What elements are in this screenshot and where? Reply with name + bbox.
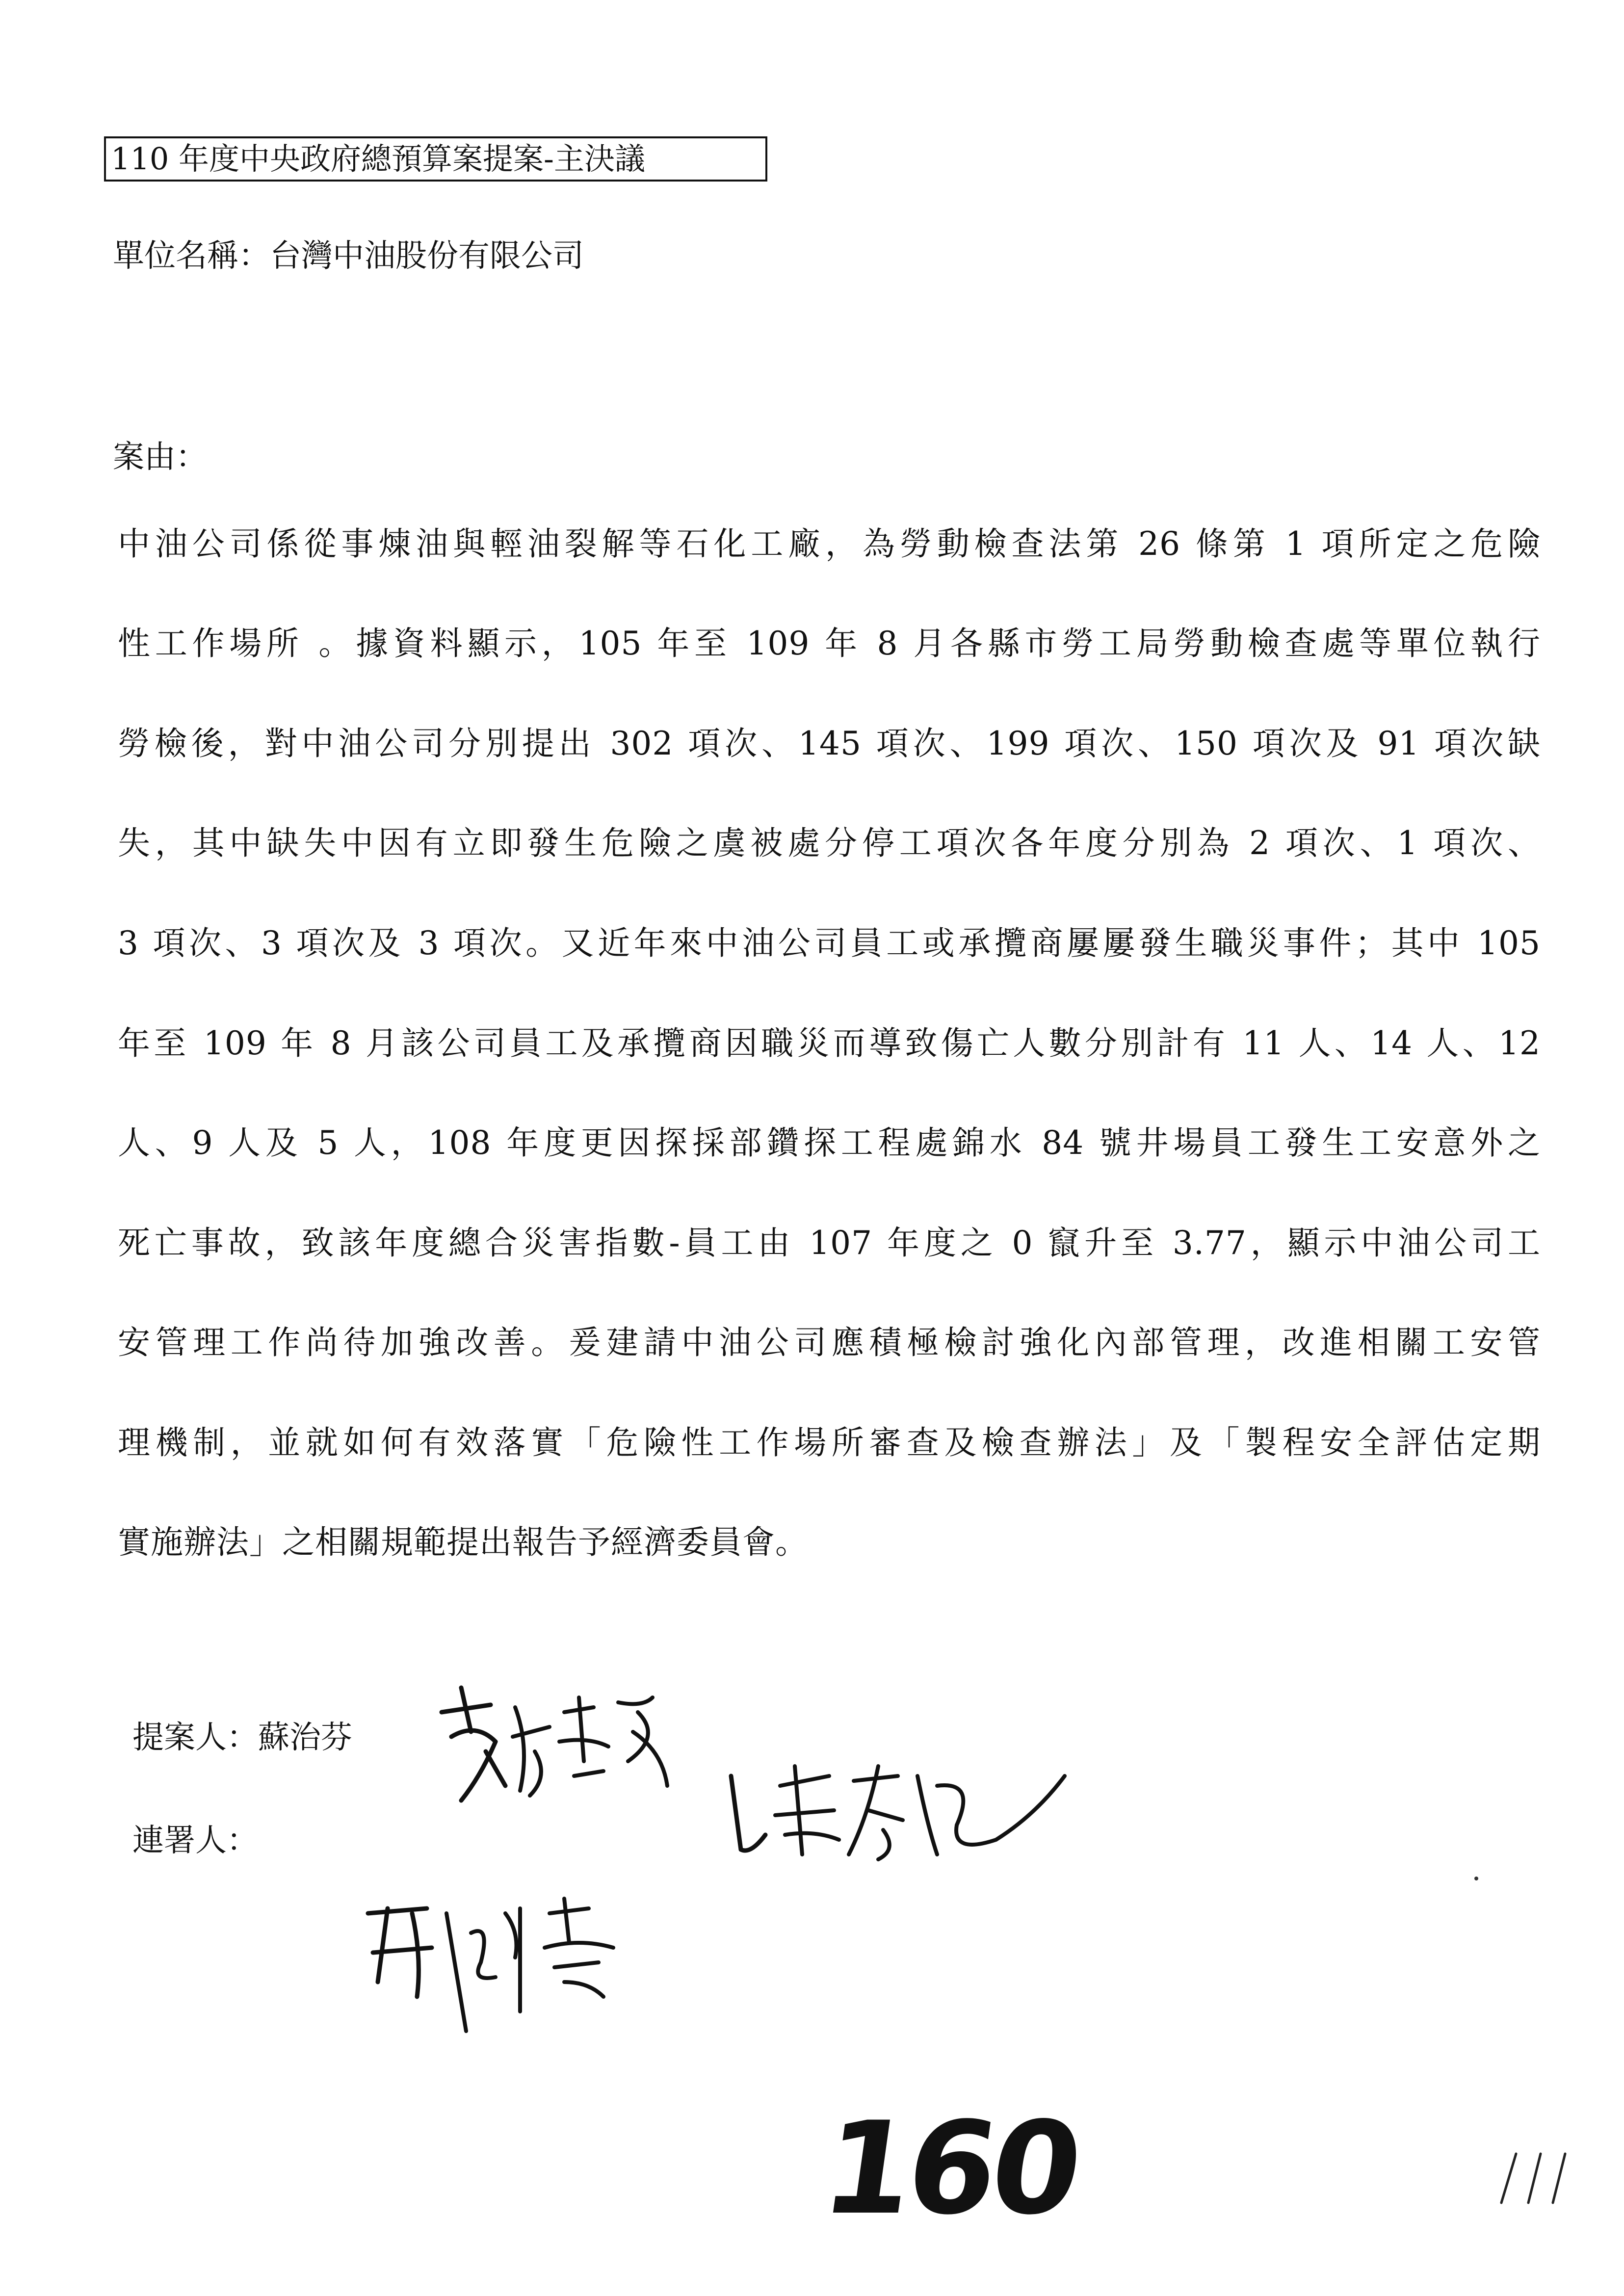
document-title: 110 年度中央政府總預算案提案-主決議 (104, 136, 767, 182)
body-line: 理機制，並就如何有效落實「危險性工作場所審查及檢查辦法」及「製程安全評估定期 (118, 1424, 1541, 1461)
body-line: 失，其中缺失中因有立即發生危險之虞被處分停工項次各年度分別為 2 項次、1 項次、 (118, 824, 1541, 862)
body-line: 死亡事故，致該年度總合災害指數-員工由 107 年度之 0 竄升至 3.77，顯示中油公司工 (118, 1224, 1541, 1262)
body-line: 實施辦法」之相關規範提出報告予經濟委員會。 (118, 1523, 808, 1561)
proposer-signature (432, 1678, 687, 1825)
margin-mark (1487, 2149, 1585, 2210)
body-line: 性工作場所 。據資料顯示，105 年至 109 年 8 月各縣市勞工局勞動檢查處等單位執行 (118, 625, 1541, 662)
body-line: 年至 109 年 8 月該公司員工及承攬商因職災而導致傷亡人數分別計有 11 人、14 人、12 (118, 1024, 1541, 1062)
unit-name: 單位名稱：台灣中油股份有限公司 (113, 238, 584, 274)
body-line: 中油公司係從事煉油與輕油裂解等石化工廠，為勞動檢查法第 26 條第 1 項所定之危險 (118, 525, 1541, 563)
page-number: 160 (813, 2095, 1086, 2243)
body-line: 3 項次、3 項次及 3 項次。又近年來中油公司員工或承攬商屢屢發生職災事件；其中 105 (118, 924, 1541, 962)
cosigner-label: 連署人： (132, 1823, 258, 1859)
proposer-label: 提案人：蘇治芬 (132, 1720, 352, 1756)
body-line: 人、9 人及 5 人，108 年度更因探採部鑽探工程處錦水 84 號井場員工發生工安意外之 (118, 1124, 1541, 1162)
body-line: 勞檢後，對中油公司分別提出 302 項次、145 項次、199 項次、150 項次及 91 項次缺 (118, 725, 1541, 762)
case-label: 案由： (113, 439, 207, 475)
scan-speck (1474, 1877, 1478, 1880)
cosigner-signature-2 (358, 1884, 633, 2041)
cosigner-signature-1 (721, 1756, 1074, 1869)
body-line: 安管理工作尚待加強改善。爰建請中油公司應積極檢討強化內部管理，改進相關工安管 (118, 1324, 1541, 1361)
